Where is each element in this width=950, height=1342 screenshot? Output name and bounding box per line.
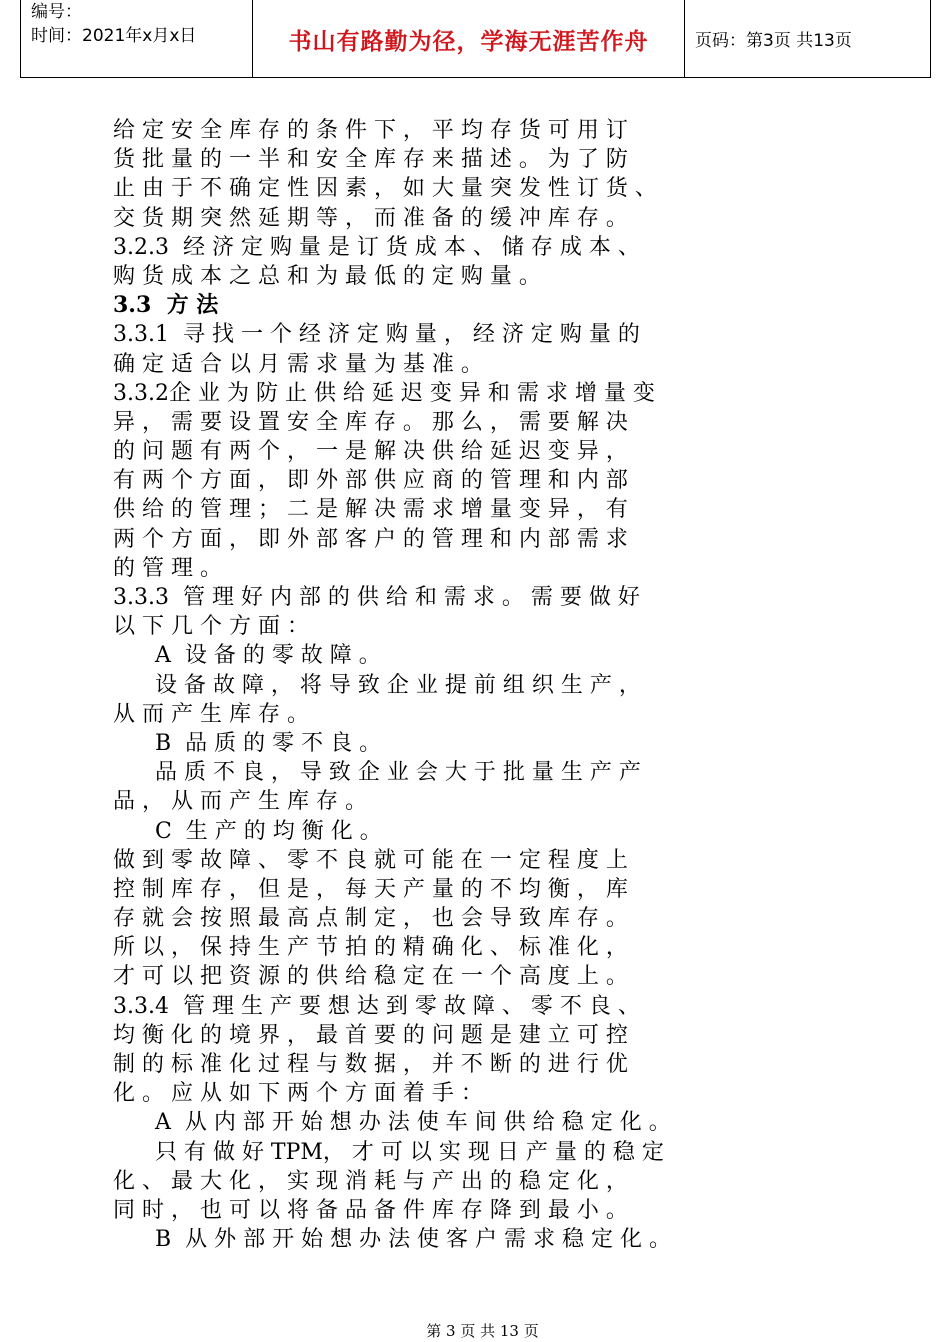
body-text-line: 确 定 适 合 以 月 需 求 量 为 基 准 。 — [113, 351, 483, 377]
page-header — [20, 0, 931, 78]
body-text-line: C 生 产 的 均 衡 化 。 — [113, 818, 382, 844]
body-text-line: 做 到 零 故 障 、 零 不 良 就 可 能 在 一 定 程 度 上 — [113, 847, 628, 873]
header-motto: 书山有路勤为径，学海无涯苦作舟 — [288, 29, 649, 55]
body-text-line: 异 ， 需 要 设 置 安 全 库 存 。 那 么 ， 需 要 解 决 — [113, 409, 628, 435]
body-text-line: 的 问 题 有 两 个 ， 一 是 解 决 供 给 延 迟 变 异 ， — [113, 439, 628, 465]
body-text-line: A 从 内 部 开 始 想 办 法 使 车 间 供 给 稳 定 化 。 — [113, 1110, 671, 1136]
body-text-line: 购 货 成 本 之 总 和 为 最 低 的 定 购 量 。 — [113, 263, 541, 289]
body-text-line: 有 两 个 方 面 ， 即 外 部 供 应 商 的 管 理 和 内 部 — [113, 468, 628, 494]
body-text-line: 存 就 会 按 照 最 高 点 制 定 ， 也 会 导 致 库 存 。 — [113, 906, 628, 932]
document-body — [113, 116, 853, 1254]
body-text-line: 设 备 故 障 ， 将 导 致 企 业 提 前 组 织 生 产 ， — [113, 672, 641, 698]
body-text-line: 同 时 ， 也 可 以 将 备 品 备 件 库 存 降 到 最 小 。 — [113, 1197, 628, 1223]
body-text-line: 以 下 几 个 方 面 ： — [113, 614, 309, 640]
body-text-line: 3.2.3 经 济 定 购 量 是 订 货 成 本 、 储 存 成 本 、 — [113, 234, 640, 260]
body-text-line: 所 以 ， 保 持 生 产 节 拍 的 精 确 化 、 标 准 化 ， — [113, 935, 628, 961]
body-text-line: 两 个 方 面 ， 即 外 部 客 户 的 管 理 和 内 部 需 求 — [113, 526, 628, 552]
body-text-line: 品 ， 从 而 产 生 库 存 。 — [113, 789, 367, 815]
header-motto-cell — [253, 0, 685, 78]
body-text-line: B 从 外 部 开 始 想 办 法 使 客 户 需 求 稳 定 化 。 — [113, 1227, 672, 1253]
document-number-label: 编号： — [31, 2, 82, 22]
body-text-line: B 品 质 的 零 不 良 。 — [113, 730, 382, 756]
body-text-line: 控 制 库 存 ， 但 是 ， 每 天 产 量 的 不 均 衡 ， 库 — [113, 876, 628, 902]
body-text-line: 才 可 以 把 资 源 的 供 给 稳 定 在 一 个 高 度 上 。 — [113, 964, 628, 990]
body-text-line: 货 批 量 的 一 半 和 安 全 库 存 来 描 述 。 为 了 防 — [113, 147, 628, 173]
body-text-line: 3.3.3 管 理 好 内 部 的 供 给 和 需 求 。 需 要 做 好 — [113, 585, 640, 610]
body-text-line: 制 的 标 准 化 过 程 与 数 据 ， 并 不 断 的 进 行 优 — [113, 1052, 628, 1077]
header-page-cell — [685, 0, 930, 78]
body-text-line: 从 而 产 生 库 存 。 — [113, 701, 309, 727]
body-text-line: 化 。 应 从 如 下 两 个 方 面 着 手 ： — [113, 1081, 483, 1107]
body-text-line: 交 货 期 突 然 延 期 等 ， 而 准 备 的 缓 冲 库 存 。 — [113, 205, 628, 231]
header-meta-cell — [21, 0, 253, 78]
document-date-label: 时间：2021年x月x日 — [31, 26, 197, 46]
header-page-info: 页码：第3页 共13页 — [695, 31, 852, 51]
body-text-line: A 设 备 的 零 故 障 。 — [113, 643, 381, 669]
body-text-line: 化 、 最 大 化 ， 实 现 消 耗 与 产 出 的 稳 定 化 ， — [113, 1168, 628, 1194]
body-text-line: 止 由 于 不 确 定 性 因 素 ， 如 大 量 突 发 性 订 货 、 — [113, 176, 657, 202]
body-text-line: 的 管 理 。 — [113, 555, 222, 581]
body-text-line: 3.3.1 寻 找 一 个 经 济 定 购 量 ， 经 济 定 购 量 的 — [113, 322, 640, 348]
body-text-line: 供 给 的 管 理 ； 二 是 解 决 需 求 增 量 变 异 ， 有 — [113, 497, 628, 523]
body-text-line: 3.3.4 管 理 生 产 要 想 达 到 零 故 障 、 零 不 良 、 — [113, 993, 640, 1019]
body-text-line: 均 衡 化 的 境 界 ， 最 首 要 的 问 题 是 建 立 可 控 — [113, 1022, 628, 1048]
body-text-line: 品 质 不 良 ， 导 致 企 业 会 大 于 批 量 生 产 产 — [113, 760, 641, 786]
body-text-line: 3.3.2企 业 为 防 止 供 给 延 迟 变 异 和 需 求 增 量 变 — [113, 380, 655, 406]
page-footer: 第 3 页 共 13 页 — [426, 1322, 539, 1340]
section-heading: 3.3 方 法 — [113, 292, 219, 319]
body-text-line: 给 定 安 全 库 存 的 条 件 下 ， 平 均 存 货 可 用 订 — [113, 118, 628, 143]
body-text-line: 只 有 做 好 TPM， 才 可 以 实 现 日 产 量 的 稳 定 — [113, 1139, 664, 1165]
